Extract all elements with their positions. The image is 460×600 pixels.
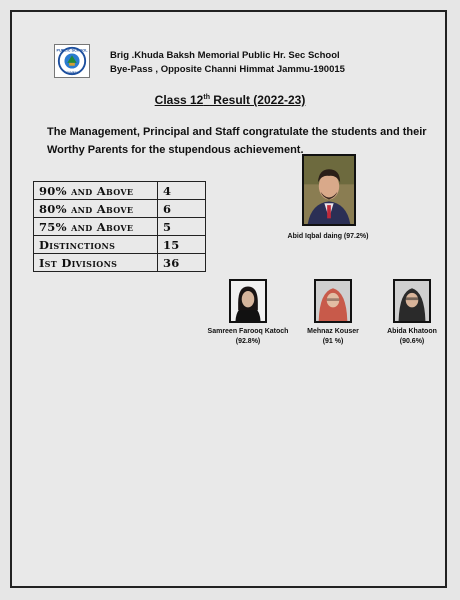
logo-text: PUBLIC SCHOOL bbox=[56, 48, 88, 53]
student-caption bbox=[198, 327, 298, 347]
student-name: Mehnaz Kouser bbox=[307, 328, 359, 335]
topper-photo-3 bbox=[314, 279, 352, 323]
student-percent: (92.8%) bbox=[235, 338, 261, 345]
stat-label: Distinctions bbox=[34, 236, 158, 254]
student-name: Samreen Farooq Katoch bbox=[207, 328, 289, 335]
title-sup: th bbox=[203, 94, 210, 101]
student-name: Abida Khatoon bbox=[387, 328, 437, 335]
student-caption bbox=[372, 327, 452, 347]
stat-label: 75% and Above bbox=[34, 218, 158, 236]
results-table bbox=[33, 181, 206, 272]
student-caption bbox=[290, 327, 376, 347]
student-percent: (91 %) bbox=[322, 338, 344, 345]
logo-subtext: JAMMU bbox=[65, 71, 79, 76]
title-suffix: Result (2022-23) bbox=[209, 93, 306, 107]
topper-caption: Abid Iqbal daing (97.2%) bbox=[287, 233, 369, 240]
stat-label: 80% and Above bbox=[34, 200, 158, 218]
stat-value: 6 bbox=[158, 200, 206, 218]
title-prefix: Class 12 bbox=[154, 93, 204, 107]
student-percent: (90.6%) bbox=[399, 338, 425, 345]
school-name: Brig .Khuda Baksh Memorial Public Hr. Sec School bbox=[110, 50, 340, 61]
school-address: Bye-Pass , Opposite Channi Himmat Jammu-190015 bbox=[110, 64, 345, 75]
table-row bbox=[34, 218, 206, 236]
stat-value: 36 bbox=[158, 254, 206, 272]
stat-value: 4 bbox=[158, 182, 206, 200]
topper-photo-1 bbox=[302, 154, 356, 226]
stat-value: 5 bbox=[158, 218, 206, 236]
topper-photo-2 bbox=[229, 279, 267, 323]
school-logo bbox=[54, 44, 90, 78]
congratulation-message: The Management, Principal and Staff congratulate the students and their Worthy Parents for the stupendous achievement. bbox=[47, 126, 427, 156]
table-row bbox=[34, 254, 206, 272]
table-row bbox=[34, 200, 206, 218]
page-title bbox=[0, 93, 460, 107]
stat-label: 90% and Above bbox=[34, 182, 158, 200]
topper-photo-4 bbox=[393, 279, 431, 323]
table-row bbox=[34, 236, 206, 254]
stat-value: 15 bbox=[158, 236, 206, 254]
stat-label: Ist Divisions bbox=[34, 254, 158, 272]
table-row bbox=[34, 182, 206, 200]
